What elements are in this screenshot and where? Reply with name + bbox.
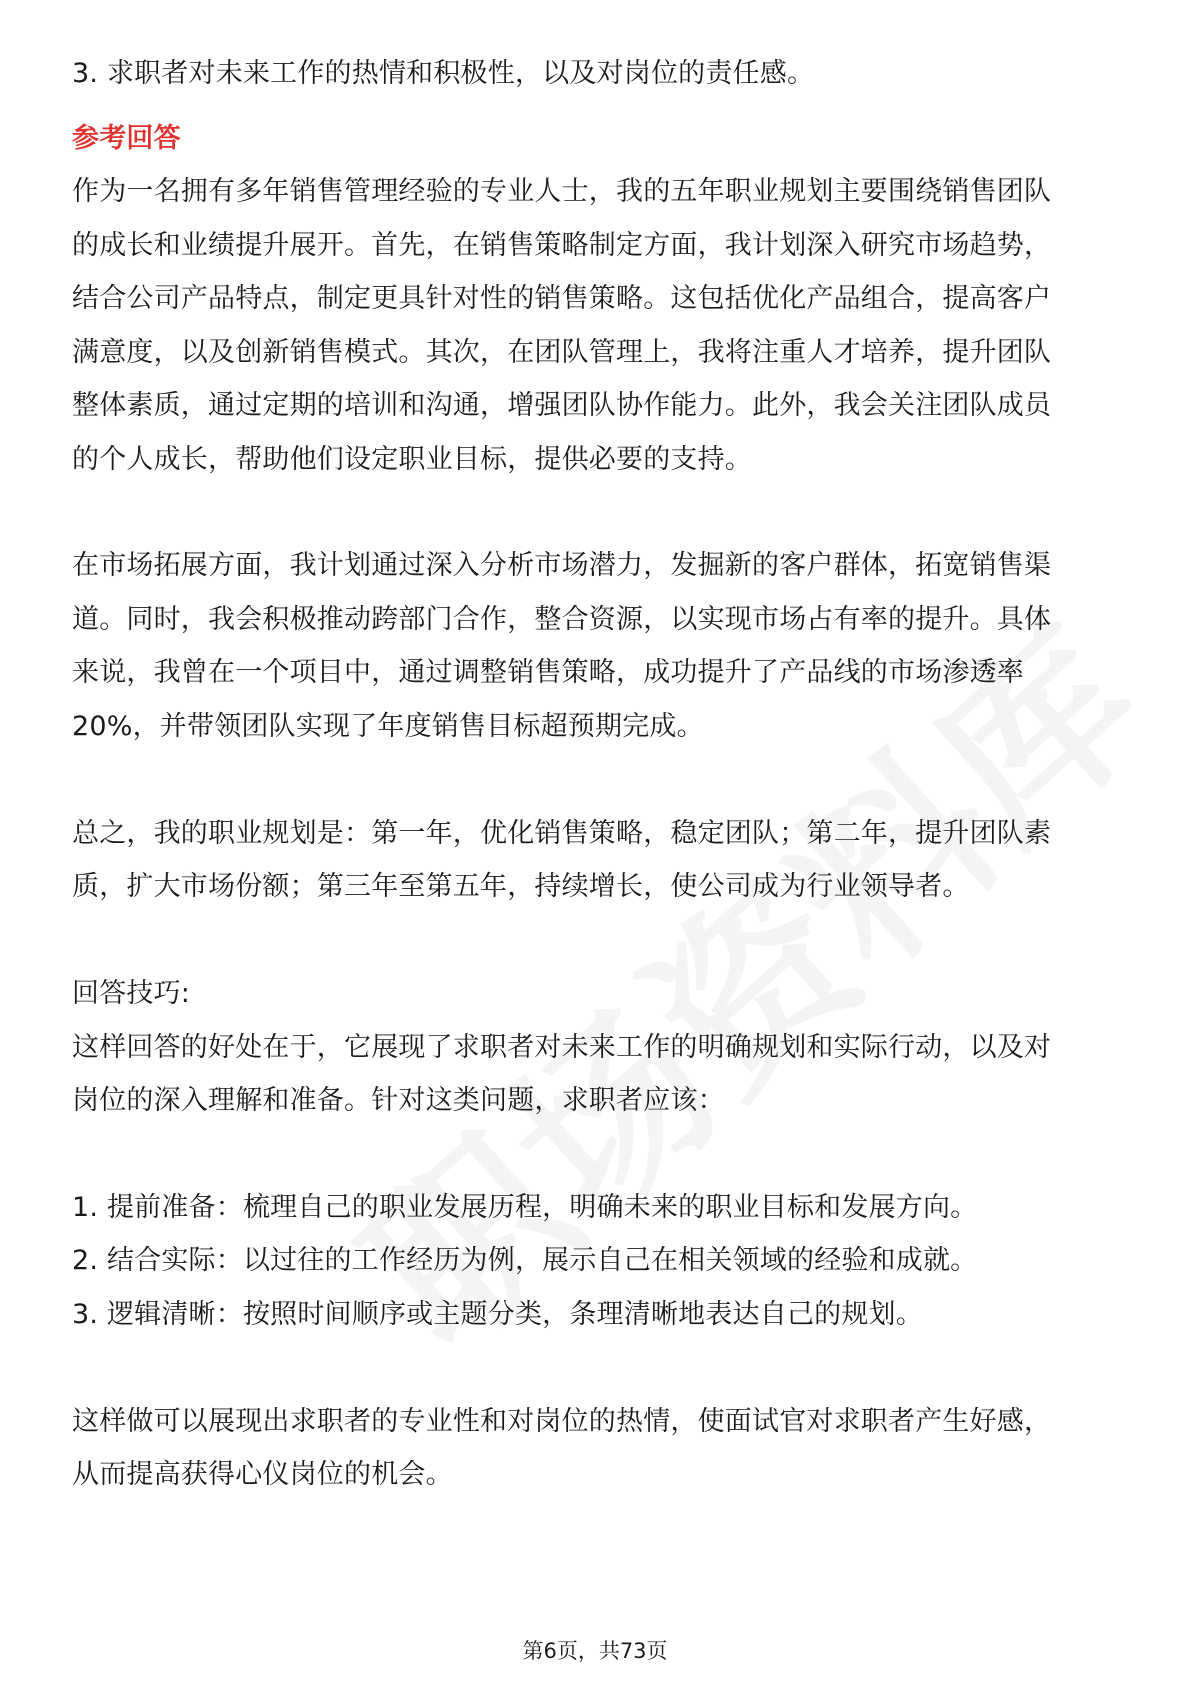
closing-line: 这样做可以展现出求职者的专业性和对岗位的热情，使面试官对求职者产生好感， (72, 1406, 1052, 1437)
para2-line: 在市场拓展方面，我计划通过深入分析市场潜力，发掘新的客户群体，拓宽销售渠 (72, 550, 1052, 581)
page-number-footer: 第6页，共73页 (522, 1639, 668, 1663)
tips-intro-line: 这样回答的好处在于，它展现了求职者对未来工作的明确规划和实际行动，以及对 (72, 1032, 1052, 1063)
para1-line: 的成长和业绩提升展开。首先，在销售策略制定方面，我计划深入研究市场趋势， (72, 230, 1052, 261)
para2-line: 来说，我曾在一个项目中，通过调整销售策略，成功提升了产品线的市场渗透率 (72, 657, 1024, 688)
tips-list-item: 2. 结合实际：以过往的工作经历为例，展示自己在相关领域的经验和成就。 (72, 1245, 978, 1276)
para3-line: 总之，我的职业规划是：第一年，优化销售策略，稳定团队；第二年，提升团队素 (72, 818, 1052, 849)
para1-line: 满意度，以及创新销售模式。其次，在团队管理上，我将注重人才培养，提升团队 (72, 337, 1052, 368)
tips-list-item: 1. 提前准备：梳理自己的职业发展历程，明确未来的职业目标和发展方向。 (72, 1192, 978, 1223)
tips-intro-line: 岗位的深入理解和准备。针对这类问题，求职者应该： (72, 1085, 725, 1116)
para1-line: 作为一名拥有多年销售管理经验的专业人士，我的五年职业规划主要围绕销售团队 (72, 176, 1052, 207)
closing-line: 从而提高获得心仪岗位的机会。 (72, 1459, 453, 1490)
tips-list-item: 3. 逻辑清晰：按照时间顺序或主题分类，条理清晰地表达自己的规划。 (72, 1299, 923, 1330)
para1-line: 整体素质，通过定期的培训和沟通，增强团队协作能力。此外，我会关注团队成员 (72, 390, 1052, 421)
para2-line: 20%，并带领团队实现了年度销售目标超预期完成。 (72, 711, 704, 742)
para3-line: 质，扩大市场份额；第三年至第五年，持续增长，使公司成为行业领导者。 (72, 871, 970, 902)
tips-heading: 回答技巧: (72, 978, 191, 1009)
reference-answer-heading: 参考回答 (72, 123, 181, 154)
para1-line: 的个人成长，帮助他们设定职业目标，提供必要的支持。 (72, 444, 752, 475)
intro-list-item: 3. 求职者对未来工作的热情和积极性，以及对岗位的责任感。 (72, 58, 815, 89)
para2-line: 道。同时，我会积极推动跨部门合作，整合资源，以实现市场占有率的提升。具体 (72, 604, 1052, 635)
para1-line: 结合公司产品特点，制定更具针对性的销售策略。这包括优化产品组合，提高客户 (72, 283, 1052, 314)
